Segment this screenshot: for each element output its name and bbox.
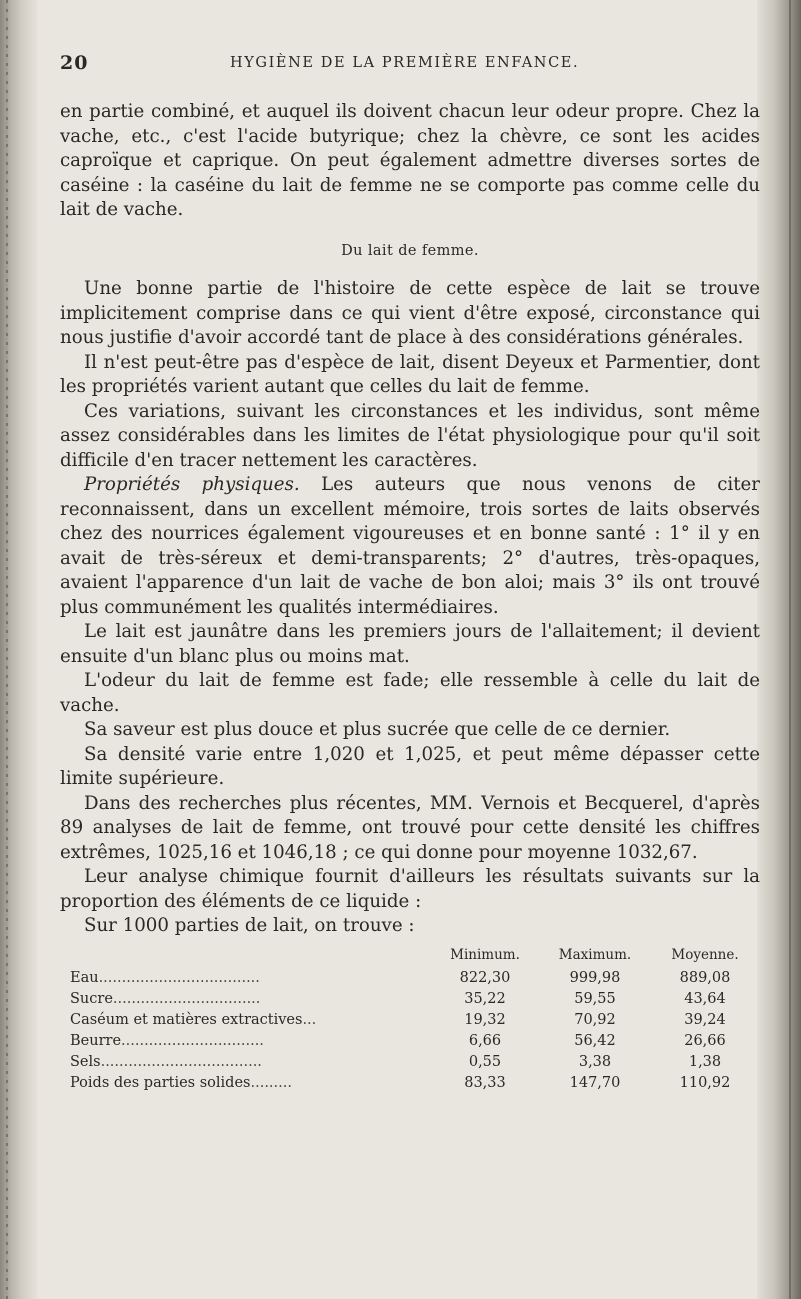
cell-minimum: 83,33 [464, 1074, 506, 1091]
book-page [60, 52, 760, 1091]
row-label [70, 1031, 430, 1052]
cell-mean: 1,38 [688, 1053, 722, 1070]
cell-maximum: 56,42 [574, 1032, 616, 1049]
row-label-text: Sucre [70, 990, 113, 1007]
cell-maximum: 70,92 [574, 1011, 616, 1028]
cell-minimum: 6,66 [468, 1032, 502, 1049]
table-header-blank [70, 945, 430, 968]
table-row [70, 1073, 760, 1094]
paragraph: Leur analyse chimique fournit d'ailleurs les résultats suivants sur la proportion des éléments de ce liquide : [60, 866, 760, 912]
physical-properties-heading: Propriétés physiques. [84, 474, 300, 495]
page-header [60, 52, 760, 82]
leader-dots: ............................... [121, 1032, 264, 1049]
leader-dots: ................................ [112, 990, 261, 1007]
column-header-mean: Moyenne. [671, 946, 739, 963]
cell-minimum: 35,22 [464, 990, 506, 1007]
physical-properties-text: Les auteurs que nous venons de citer reconnaissent, dans un excellent mémoire, trois sortes de laits observés chez des nourrices également vigoureuses et en bonne santé : 1° il y en avait de très-séreux et demi-transparents; 2° d'autres, très-opaques, avaient l'apparence d'un lait de vache de bon aloi; mais 3° ils ont trouvé plus communément les qualités intermédiaires. [60, 474, 760, 618]
leader-dots: ................................... [100, 1053, 262, 1070]
row-label-text: Sels [70, 1053, 101, 1070]
cell-maximum: 147,70 [569, 1074, 621, 1091]
paragraph: Sa densité varie entre 1,020 et 1,025, et peut même dépasser cette limite supérieure. [60, 743, 760, 789]
paragraph: Le lait est jaunâtre dans les premiers jours de l'allaitement; il devient ensuite d'un blanc plus ou moins mat. [60, 621, 760, 667]
row-label-text: Eau [70, 969, 99, 986]
paragraph-physical-properties [60, 473, 760, 620]
row-label [70, 1073, 430, 1094]
paragraph: Il n'est peut-être pas d'espèce de lait, disent Deyeux et Parmentier, dont les propriétés varient autant que celles du lait de femme. [60, 351, 760, 397]
row-label [70, 968, 430, 989]
row-label [70, 989, 430, 1010]
page-body [60, 100, 760, 1094]
section-title: Du lait de femme. [341, 242, 479, 259]
cell-mean: 26,66 [684, 1032, 726, 1049]
leader-dots: ... [302, 1011, 317, 1028]
row-label-text: Beurre [70, 1032, 122, 1049]
column-header-maximum: Maximum. [558, 946, 632, 963]
milk-composition-table [70, 945, 760, 1094]
table-header-row [70, 945, 760, 968]
row-label [70, 1010, 430, 1031]
running-head: HYGIÈNE DE LA PREMIÈRE ENFANCE. [230, 55, 580, 71]
paragraph: Une bonne partie de l'histoire de cette espèce de lait se trouve implicitement comprise dans ce qui vient d'être exposé, circonstance qui nous justifie d'avoir accordé tant de place à des considérations générales. [60, 278, 760, 348]
cell-minimum: 822,30 [459, 969, 511, 986]
cell-mean: 889,08 [679, 969, 731, 986]
row-label [70, 1052, 430, 1073]
page-number: 20 [60, 52, 89, 74]
cell-minimum: 0,55 [468, 1053, 502, 1070]
paragraph: L'odeur du lait de femme est fade; elle ressemble à celle du lait de vache. [60, 670, 760, 716]
row-label-text: Caséum et matières extractives [70, 1011, 303, 1028]
cell-mean: 110,92 [679, 1074, 731, 1091]
paragraph: Dans des recherches plus récentes, MM. Vernois et Becquerel, d'après 89 analyses de lait de femme, ont trouvé pour cette densité les chiffres extrêmes, 1025,16 et 1046,18 ; ce qui donne pour moyenne 1032,67. [60, 792, 760, 863]
cell-mean: 43,64 [684, 990, 726, 1007]
paragraph: Ces variations, suivant les circonstances et les individus, sont même assez considérables dans les limites de l'état physiologique pour qu'il soit difficile d'en tracer nettement les caractères. [60, 400, 760, 471]
table-row [70, 968, 760, 989]
leader-dots: ......... [250, 1074, 292, 1091]
cell-maximum: 999,98 [569, 969, 621, 986]
cell-maximum: 59,55 [574, 990, 616, 1007]
table-row [70, 1031, 760, 1052]
paragraph-continuation: en partie combiné, et auquel ils doivent chacun leur odeur propre. Chez la vache, etc., c'est l'acide butyrique; chez la chèvre, ce sont les acides caproïque et caprique. On peut également admettre diverses sortes de caséine : la caséine du lait de femme ne se comporte pas comme celle du lait de vache. [60, 101, 760, 220]
row-label-text: Poids des parties solides [70, 1074, 251, 1091]
table-row [70, 989, 760, 1010]
cell-mean: 39,24 [684, 1011, 726, 1028]
leader-dots: ................................... [98, 969, 260, 986]
table-row [70, 1010, 760, 1031]
paragraph: Sa saveur est plus douce et plus sucrée que celle de ce dernier. [84, 719, 671, 740]
column-header-minimum: Minimum. [450, 946, 520, 963]
left-page-edge [0, 0, 38, 1299]
table-row [70, 1052, 760, 1073]
cell-maximum: 3,38 [578, 1053, 612, 1070]
right-page-edge [757, 0, 801, 1299]
cell-minimum: 19,32 [464, 1011, 506, 1028]
paragraph: Sur 1000 parties de lait, on trouve : [84, 915, 415, 936]
